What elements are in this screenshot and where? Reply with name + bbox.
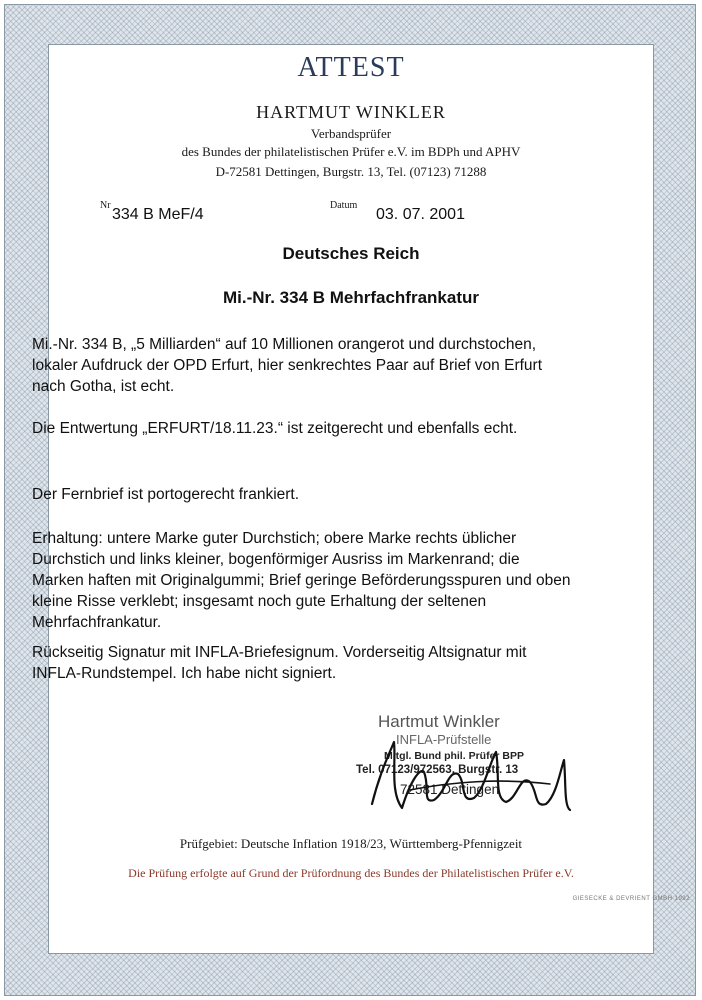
handwritten-signature	[350, 712, 580, 822]
stamp-contact: Tel. 07123/972563, Burgstr. 13	[356, 764, 519, 776]
examiner-stamp	[350, 712, 580, 822]
examination-scope: Prüfgebiet: Deutsche Inflation 1918/23, Württemberg-Pfennigzeit	[179, 836, 523, 851]
examination-regulation-note: Die Prüfung erfolgte auf Grund der Prüfordnung des Bundes der Philatelistischen Prüfer e.V.	[128, 866, 574, 880]
examiner-role: Verbandsprüfer	[310, 126, 392, 141]
certificate-date: 03. 07. 2001	[376, 206, 465, 223]
examiner-name: HARTMUT WINKLER	[256, 102, 446, 122]
paragraph-condition: Erhaltung: untere Marke guter Durchstich; obere Marke rechts üblicher Durchstich und links kleiner, bogenförmiger Ausriss im Markenrand; die Marken haften mit Originalgummi; Brief geringe Beförderungsspuren und oben kleine Risse verklebt; insgesamt noch gute Erhaltung der seltenen Mehrfachfrankatur.	[32, 530, 571, 631]
stamp-name: Hartmut Winkler	[378, 712, 500, 731]
paragraph-description: Mi.-Nr. 334 B, „5 Milliarden“ auf 10 Millionen orangerot und durchstochen, lokaler Aufdruck der OPD Erfurt, hier senkrechtes Paar auf Brief von Erfurt nach Gotha, ist echt.	[32, 336, 542, 395]
paragraph-postage: Der Fernbrief ist portogerecht frankiert.	[32, 486, 300, 503]
stamp-office: INFLA-Prüfstelle	[396, 732, 492, 747]
stamp-city: 72581 Dettingen	[400, 782, 500, 797]
number-label: Nr	[100, 200, 111, 211]
certificate-title: ATTEST	[297, 52, 405, 83]
certificate-number: 334 B MeF/4	[112, 206, 204, 223]
paragraph-cancellation: Die Entwertung „ERFURT/18.11.23.“ ist zeitgerecht und ebenfalls echt.	[32, 420, 518, 437]
stamp-membership: Mitgl. Bund phil. Prüfer BPP	[384, 750, 524, 762]
date-label: Datum	[330, 200, 358, 211]
examiner-address: D-72581 Dettingen, Burgstr. 13, Tel. (07123) 71288	[215, 164, 487, 179]
country-heading: Deutsches Reich	[282, 244, 420, 263]
examiner-association: des Bundes der philatelistischen Prüfer e.V. im BDPh und APHV	[181, 144, 521, 159]
paragraph-signature-note: Rückseitig Signatur mit INFLA-Briefesignum. Vorderseitig Altsignatur mit INFLA-Rundstempel. Ich habe nicht signiert.	[32, 644, 527, 682]
catalog-heading: Mi.-Nr. 334 B Mehrfachfrankatur	[222, 288, 479, 307]
printer-imprint: GIESECKE & DEVRIENT GMBH 1992	[572, 896, 690, 902]
